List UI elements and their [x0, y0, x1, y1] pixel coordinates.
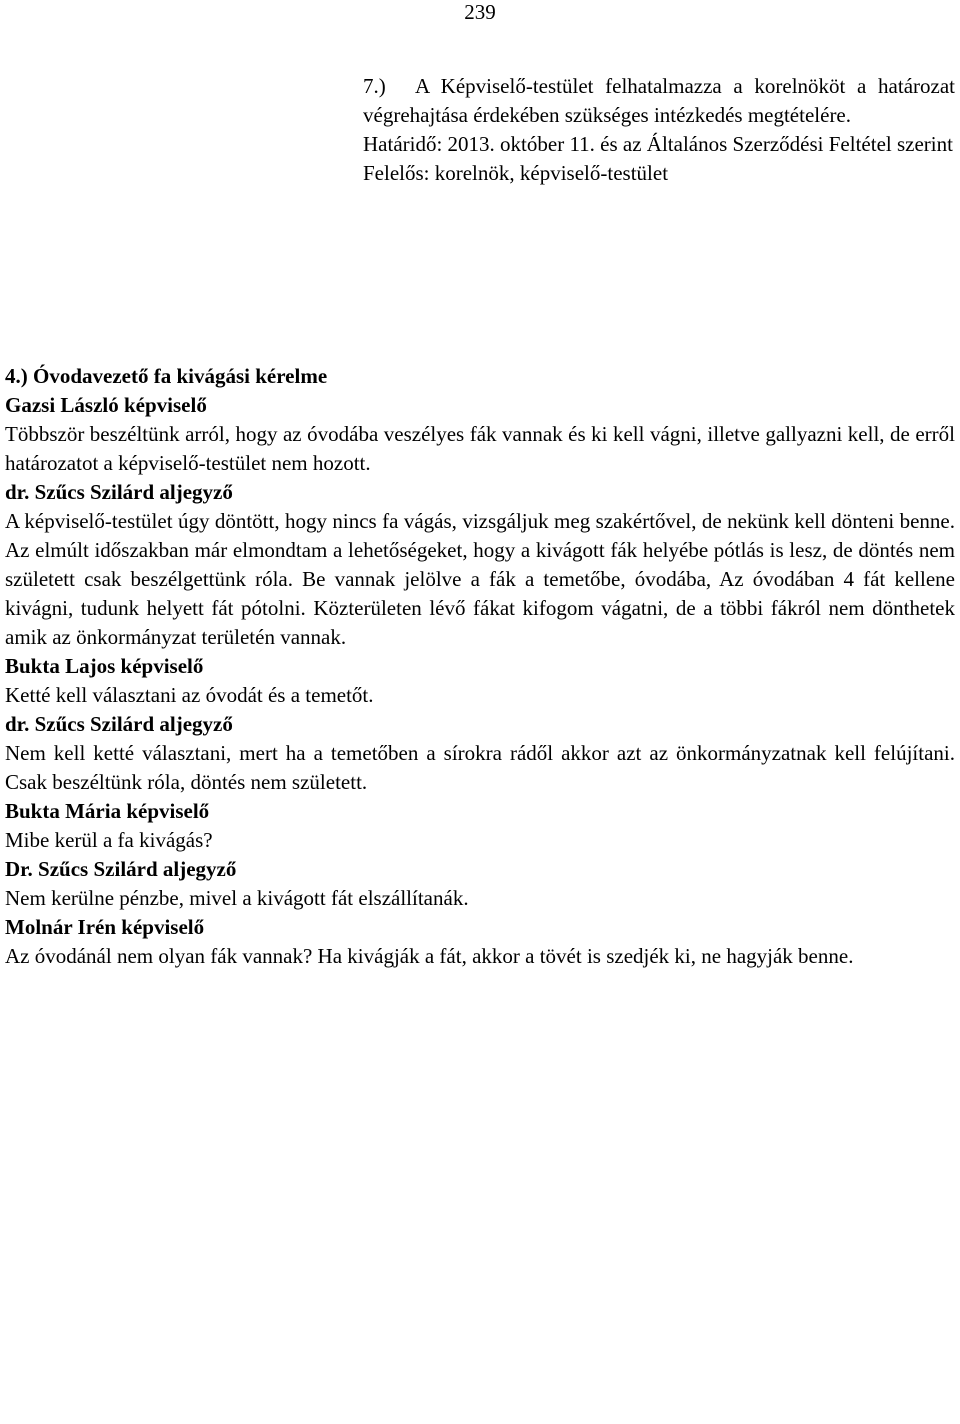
resolution-deadline: Határidő: 2013. október 11. és az Általános Szerződési Feltétel szerint — [363, 132, 953, 156]
speaker-name: Bukta Mária képviselő — [5, 799, 210, 823]
speaker-text: Nem kerülne pénzbe, mivel a kivágott fát elszállítanák. — [5, 886, 469, 910]
speaker-name: Dr. Szűcs Szilárd aljegyző — [5, 857, 237, 881]
speaker-text: A képviselő-testület úgy döntött, hogy nincs fa vágás, vizsgáljuk meg szakértővel, de nekünk kell dönteni benne. Az elmúlt időszakban már elmondtam a lehetőségeket, hogy a kivágott fák helyébe pótlás is lesz, de döntés nem született csak beszélgettünk róla. Be vannak jelölve a fák a temetőbe, óvodába, Az óvodában 4 fát kellene kivágni, tudunk helyett fát pótolni. Közterületen lévő fákat kifogom vágatni, de a többi fákról nem dönthetek amik az önkormányzat területén vannak. — [5, 509, 955, 649]
page-number: 239 — [464, 0, 496, 24]
speaker-text: Ketté kell választani az óvodát és a temetőt. — [5, 683, 374, 707]
section-title: 4.) Óvodavezető fa kivágási kérelme — [5, 364, 328, 388]
speaker-text: Többször beszéltünk arról, hogy az óvodába veszélyes fák vannak és ki kell vágni, illetve gallyazni kell, de erről határozatot a képviselő-testület nem hozott. — [5, 422, 955, 475]
resolution-item-text: A Képviselő-testület felhatalmazza a korelnököt a határozat végrehajtása érdekében szükséges intézkedés megtételére. — [363, 74, 955, 127]
speaker-text: Az óvodánál nem olyan fák vannak? Ha kivágják a fát, akkor a tövét is szedjék ki, ne hagyják benne. — [5, 944, 854, 968]
resolution-item-number: 7.) — [363, 74, 386, 98]
speaker-name: Gazsi László képviselő — [5, 393, 207, 417]
resolution-block — [363, 72, 955, 188]
resolution-item — [363, 72, 955, 130]
speaker-name: Bukta Lajos képviselő — [5, 654, 204, 678]
minutes-content — [5, 362, 955, 971]
speaker-name: Molnár Irén képviselő — [5, 915, 205, 939]
speaker-name: dr. Szűcs Szilárd aljegyző — [5, 480, 233, 504]
resolution-responsible: Felelős: korelnök, képviselő-testület — [363, 161, 669, 185]
speaker-text: Nem kell ketté választani, mert ha a temetőben a sírokra rádől akkor azt az önkormányzatnak kell felújítani. Csak beszéltünk róla, döntés nem született. — [5, 741, 955, 794]
speaker-text: Mibe kerül a fa kivágás? — [5, 828, 213, 852]
speaker-name: dr. Szűcs Szilárd aljegyző — [5, 712, 233, 736]
